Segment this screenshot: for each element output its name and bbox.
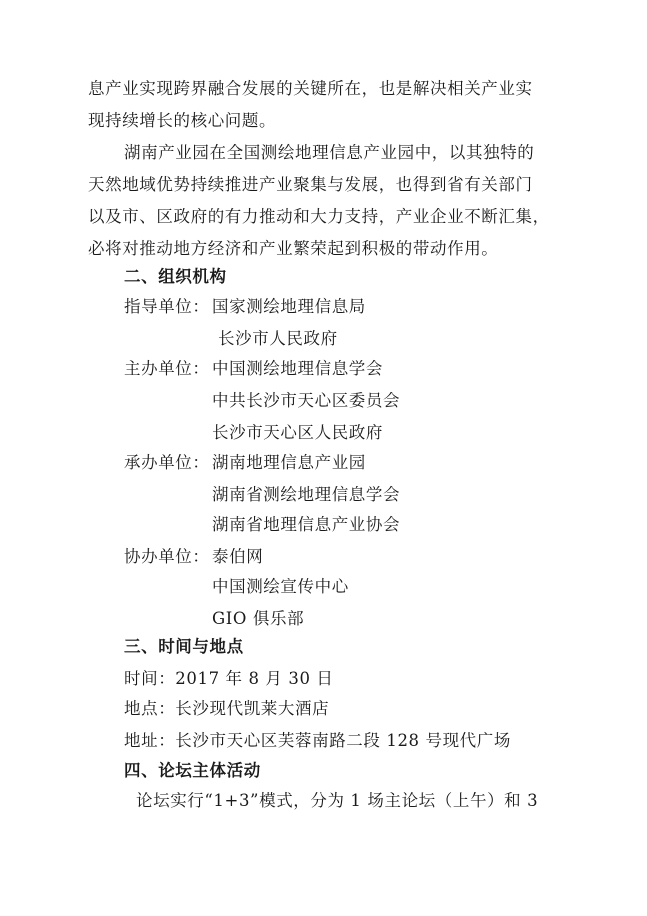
guide-unit-2: 长沙市人民政府	[218, 329, 338, 348]
organizer-unit-label: 承办单位：	[124, 453, 210, 472]
host-unit-label: 主办单位：	[124, 359, 210, 378]
intro-paragraph-line-1: 息产业实现跨界融合发展的关键所在，也是解决相关产业实	[88, 79, 533, 98]
organizer-unit-1: 湖南地理信息产业园	[212, 453, 366, 472]
guide-unit-label: 指导单位：	[124, 297, 210, 316]
section-4-paragraph-line-1: 论坛实行“1+3”模式，分为 1 场主论坛（上午）和 3	[136, 791, 539, 810]
host-unit-3: 长沙市天心区人民政府	[212, 423, 383, 442]
section-2-heading: 二、组织机构	[124, 267, 227, 286]
co-organizer-unit-3: GIO 俱乐部	[212, 609, 305, 628]
event-address: 地址：长沙市天心区芙蓉南路二段 128 号现代广场	[124, 731, 511, 750]
organizer-unit-2: 湖南省测绘地理信息学会	[212, 485, 401, 504]
park-paragraph-line-3: 以及市、区政府的有力推动和大力支持，产业企业不断汇集，	[88, 207, 550, 226]
park-paragraph-line-4: 必将对推动地方经济和产业繁荣起到积极的带动作用。	[88, 239, 499, 258]
intro-paragraph-line-2: 现持续增长的核心问题。	[88, 111, 277, 130]
park-paragraph-line-2: 天然地域优势持续推进产业聚集与发展，也得到省有关部门	[88, 175, 533, 194]
guide-unit-1: 国家测绘地理信息局	[212, 297, 366, 316]
event-venue: 地点：长沙现代凯莱大酒店	[124, 699, 330, 718]
organizer-unit-3: 湖南省地理信息产业协会	[212, 515, 401, 534]
co-organizer-unit-label: 协办单位：	[124, 547, 210, 566]
event-time: 时间：2017 年 8 月 30 日	[124, 669, 334, 688]
section-4-heading: 四、论坛主体活动	[124, 761, 261, 780]
host-unit-1: 中国测绘地理信息学会	[212, 359, 383, 378]
co-organizer-unit-1: 泰伯网	[212, 547, 264, 566]
co-organizer-unit-2: 中国测绘宣传中心	[212, 577, 349, 596]
section-3-heading: 三、时间与地点	[124, 637, 244, 656]
park-paragraph-line-1: 湖南产业园在全国测绘地理信息产业园中，以其独特的	[124, 143, 535, 162]
host-unit-2: 中共长沙市天心区委员会	[212, 391, 401, 410]
